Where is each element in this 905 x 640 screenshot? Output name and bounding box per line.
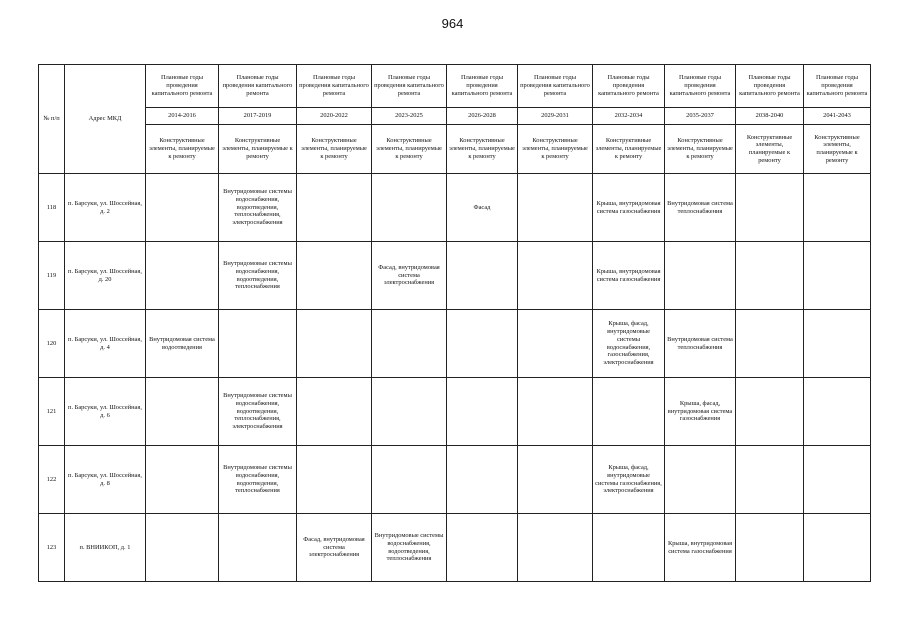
table-cell: Крыша, фасад, внутридомовые системы газоснабжения, электроснабжения: [593, 446, 665, 514]
page-number: 964: [441, 16, 464, 31]
table-cell: [146, 242, 219, 310]
table-cell: [804, 242, 871, 310]
table-cell: [297, 174, 372, 242]
header-period: 2026-2028: [447, 108, 518, 125]
capital-repair-table: [38, 64, 871, 582]
table-cell: [297, 446, 372, 514]
header-planned-years: Плановые годы проведения капитального ремонта: [219, 65, 297, 108]
table-row: [39, 378, 871, 446]
table-cell: [804, 310, 871, 378]
table-cell: Внутридомовые системы водоснабжения, водоотведения, теплоснабжения, электроснабжения: [219, 174, 297, 242]
table-cell: [593, 514, 665, 582]
table-cell: [219, 310, 297, 378]
row-address: п. Барсуки, ул. Шоссейная, д. 8: [65, 446, 146, 514]
header-row-planned: [39, 65, 871, 108]
table-cell: [372, 446, 447, 514]
header-row-elements: [39, 125, 871, 174]
header-planned-years: Плановые годы проведения капитального ремонта: [518, 65, 593, 108]
table-cell: [518, 174, 593, 242]
header-address: Адрес МКД: [65, 65, 146, 174]
table-body: [39, 174, 871, 582]
header-period: 2035-2037: [665, 108, 736, 125]
header-period: 2017-2019: [219, 108, 297, 125]
table-cell: Внутридомовая система теплоснабжения: [665, 174, 736, 242]
row-number: 119: [39, 242, 65, 310]
row-number: 120: [39, 310, 65, 378]
header-planned-years: Плановые годы проведения капитального ремонта: [804, 65, 871, 108]
table-cell: Крыша, внутридомовая система газоснабжения: [593, 242, 665, 310]
header-period: 2023-2025: [372, 108, 447, 125]
header-elements: Конструктивные элементы, планируемые к ремонту: [219, 125, 297, 174]
table-cell: Фасад: [447, 174, 518, 242]
table-row: [39, 242, 871, 310]
table-cell: [736, 310, 804, 378]
table-row: [39, 446, 871, 514]
table-cell: [447, 378, 518, 446]
header-elements: Конструктивные элементы, планируемые к ремонту: [447, 125, 518, 174]
header-elements: Конструктивные элементы, планируемые к ремонту: [518, 125, 593, 174]
table-cell: [518, 446, 593, 514]
table-cell: [372, 174, 447, 242]
header-elements: Конструктивные элементы, планируемые к ремонту: [372, 125, 447, 174]
table-cell: [297, 378, 372, 446]
table-cell: [804, 174, 871, 242]
table-cell: Фасад, внутридомовая система электроснабжения: [297, 514, 372, 582]
table-row: [39, 174, 871, 242]
header-elements: Конструктивные элементы, планируемые к ремонту: [593, 125, 665, 174]
header-elements: Конструктивные элементы, планируемые к ремонту: [736, 125, 804, 174]
row-number: 122: [39, 446, 65, 514]
table-cell: [593, 378, 665, 446]
header-elements: Конструктивные элементы, планируемые к ремонту: [297, 125, 372, 174]
row-number: 123: [39, 514, 65, 582]
header-elements: Конструктивные элементы, планируемые к ремонту: [146, 125, 219, 174]
header-period: 2029-2031: [518, 108, 593, 125]
table-cell: [297, 242, 372, 310]
table-cell: [447, 242, 518, 310]
header-elements: Конструктивные элементы, планируемые к ремонту: [665, 125, 736, 174]
header-planned-years: Плановые годы проведения капитального ремонта: [297, 65, 372, 108]
table-cell: [665, 242, 736, 310]
header-period: 2014-2016: [146, 108, 219, 125]
header-planned-years: Плановые годы проведения капитального ремонта: [665, 65, 736, 108]
table-cell: [447, 310, 518, 378]
row-address: п. ВНИИКОП, д. 1: [65, 514, 146, 582]
header-row-years: [39, 108, 871, 125]
table-cell: [518, 514, 593, 582]
table-cell: Крыша, внутридомовая система газоснабжения: [593, 174, 665, 242]
row-number: 118: [39, 174, 65, 242]
table-cell: [518, 378, 593, 446]
header-num: № п/п: [39, 65, 65, 174]
table-cell: [297, 310, 372, 378]
header-planned-years: Плановые годы проведения капитального ремонта: [146, 65, 219, 108]
table-cell: [372, 378, 447, 446]
table-cell: Внутридомовые системы водоснабжения, водоотведения, теплоснабжения, электроснабжения: [219, 378, 297, 446]
table-cell: [146, 446, 219, 514]
table-cell: Внутридомовая система водоотведения: [146, 310, 219, 378]
table-cell: [219, 514, 297, 582]
header-period: 2020-2022: [297, 108, 372, 125]
table-cell: Крыша, фасад, внутридомовые системы водоснабжения, газоснабжения, электроснабжения: [593, 310, 665, 378]
table-cell: [736, 378, 804, 446]
table-cell: [665, 446, 736, 514]
table-cell: [518, 242, 593, 310]
table-cell: Внутридомовые системы водоснабжения, водоотведения, теплоснабжения: [219, 446, 297, 514]
table-cell: [447, 446, 518, 514]
table-cell: [146, 378, 219, 446]
header-planned-years: Плановые годы проведения капитального ремонта: [736, 65, 804, 108]
table-cell: [736, 446, 804, 514]
table-cell: Крыша, внутридомовая система газоснабжения: [665, 514, 736, 582]
table-cell: [804, 514, 871, 582]
table-cell: Внутридомовые системы водоснабжения, водоотведения, теплоснабжения: [372, 514, 447, 582]
row-address: п. Барсуки, ул. Шоссейная, д. 2: [65, 174, 146, 242]
table-cell: [447, 514, 518, 582]
row-address: п. Барсуки, ул. Шоссейная, д. 6: [65, 378, 146, 446]
table-cell: Фасад, внутридомовая система электроснабжения: [372, 242, 447, 310]
row-number: 121: [39, 378, 65, 446]
row-address: п. Барсуки, ул. Шоссейная, д. 20: [65, 242, 146, 310]
table-row: [39, 514, 871, 582]
table-cell: [736, 514, 804, 582]
header-period: 2038-2040: [736, 108, 804, 125]
table-cell: [736, 174, 804, 242]
header-period: 2041-2043: [804, 108, 871, 125]
table-row: [39, 310, 871, 378]
table-header: [39, 65, 871, 174]
table-cell: [146, 174, 219, 242]
table-cell: [804, 378, 871, 446]
header-planned-years: Плановые годы проведения капитального ремонта: [593, 65, 665, 108]
header-period: 2032-2034: [593, 108, 665, 125]
table-cell: [372, 310, 447, 378]
table-cell: [736, 242, 804, 310]
header-planned-years: Плановые годы проведения капитального ремонта: [372, 65, 447, 108]
table-cell: [518, 310, 593, 378]
table-cell: Внутридомовые системы водоснабжения, водоотведения, теплоснабжения: [219, 242, 297, 310]
table-cell: Внутридомовая система теплоснабжения: [665, 310, 736, 378]
table-cell: [804, 446, 871, 514]
header-planned-years: Плановые годы проведения капитального ремонта: [447, 65, 518, 108]
table-cell: Крыша, фасад, внутридомовая система газоснабжения: [665, 378, 736, 446]
row-address: п. Барсуки, ул. Шоссейная, д. 4: [65, 310, 146, 378]
table-cell: [146, 514, 219, 582]
header-elements: Конструктивные элементы, планируемые к ремонту: [804, 125, 871, 174]
